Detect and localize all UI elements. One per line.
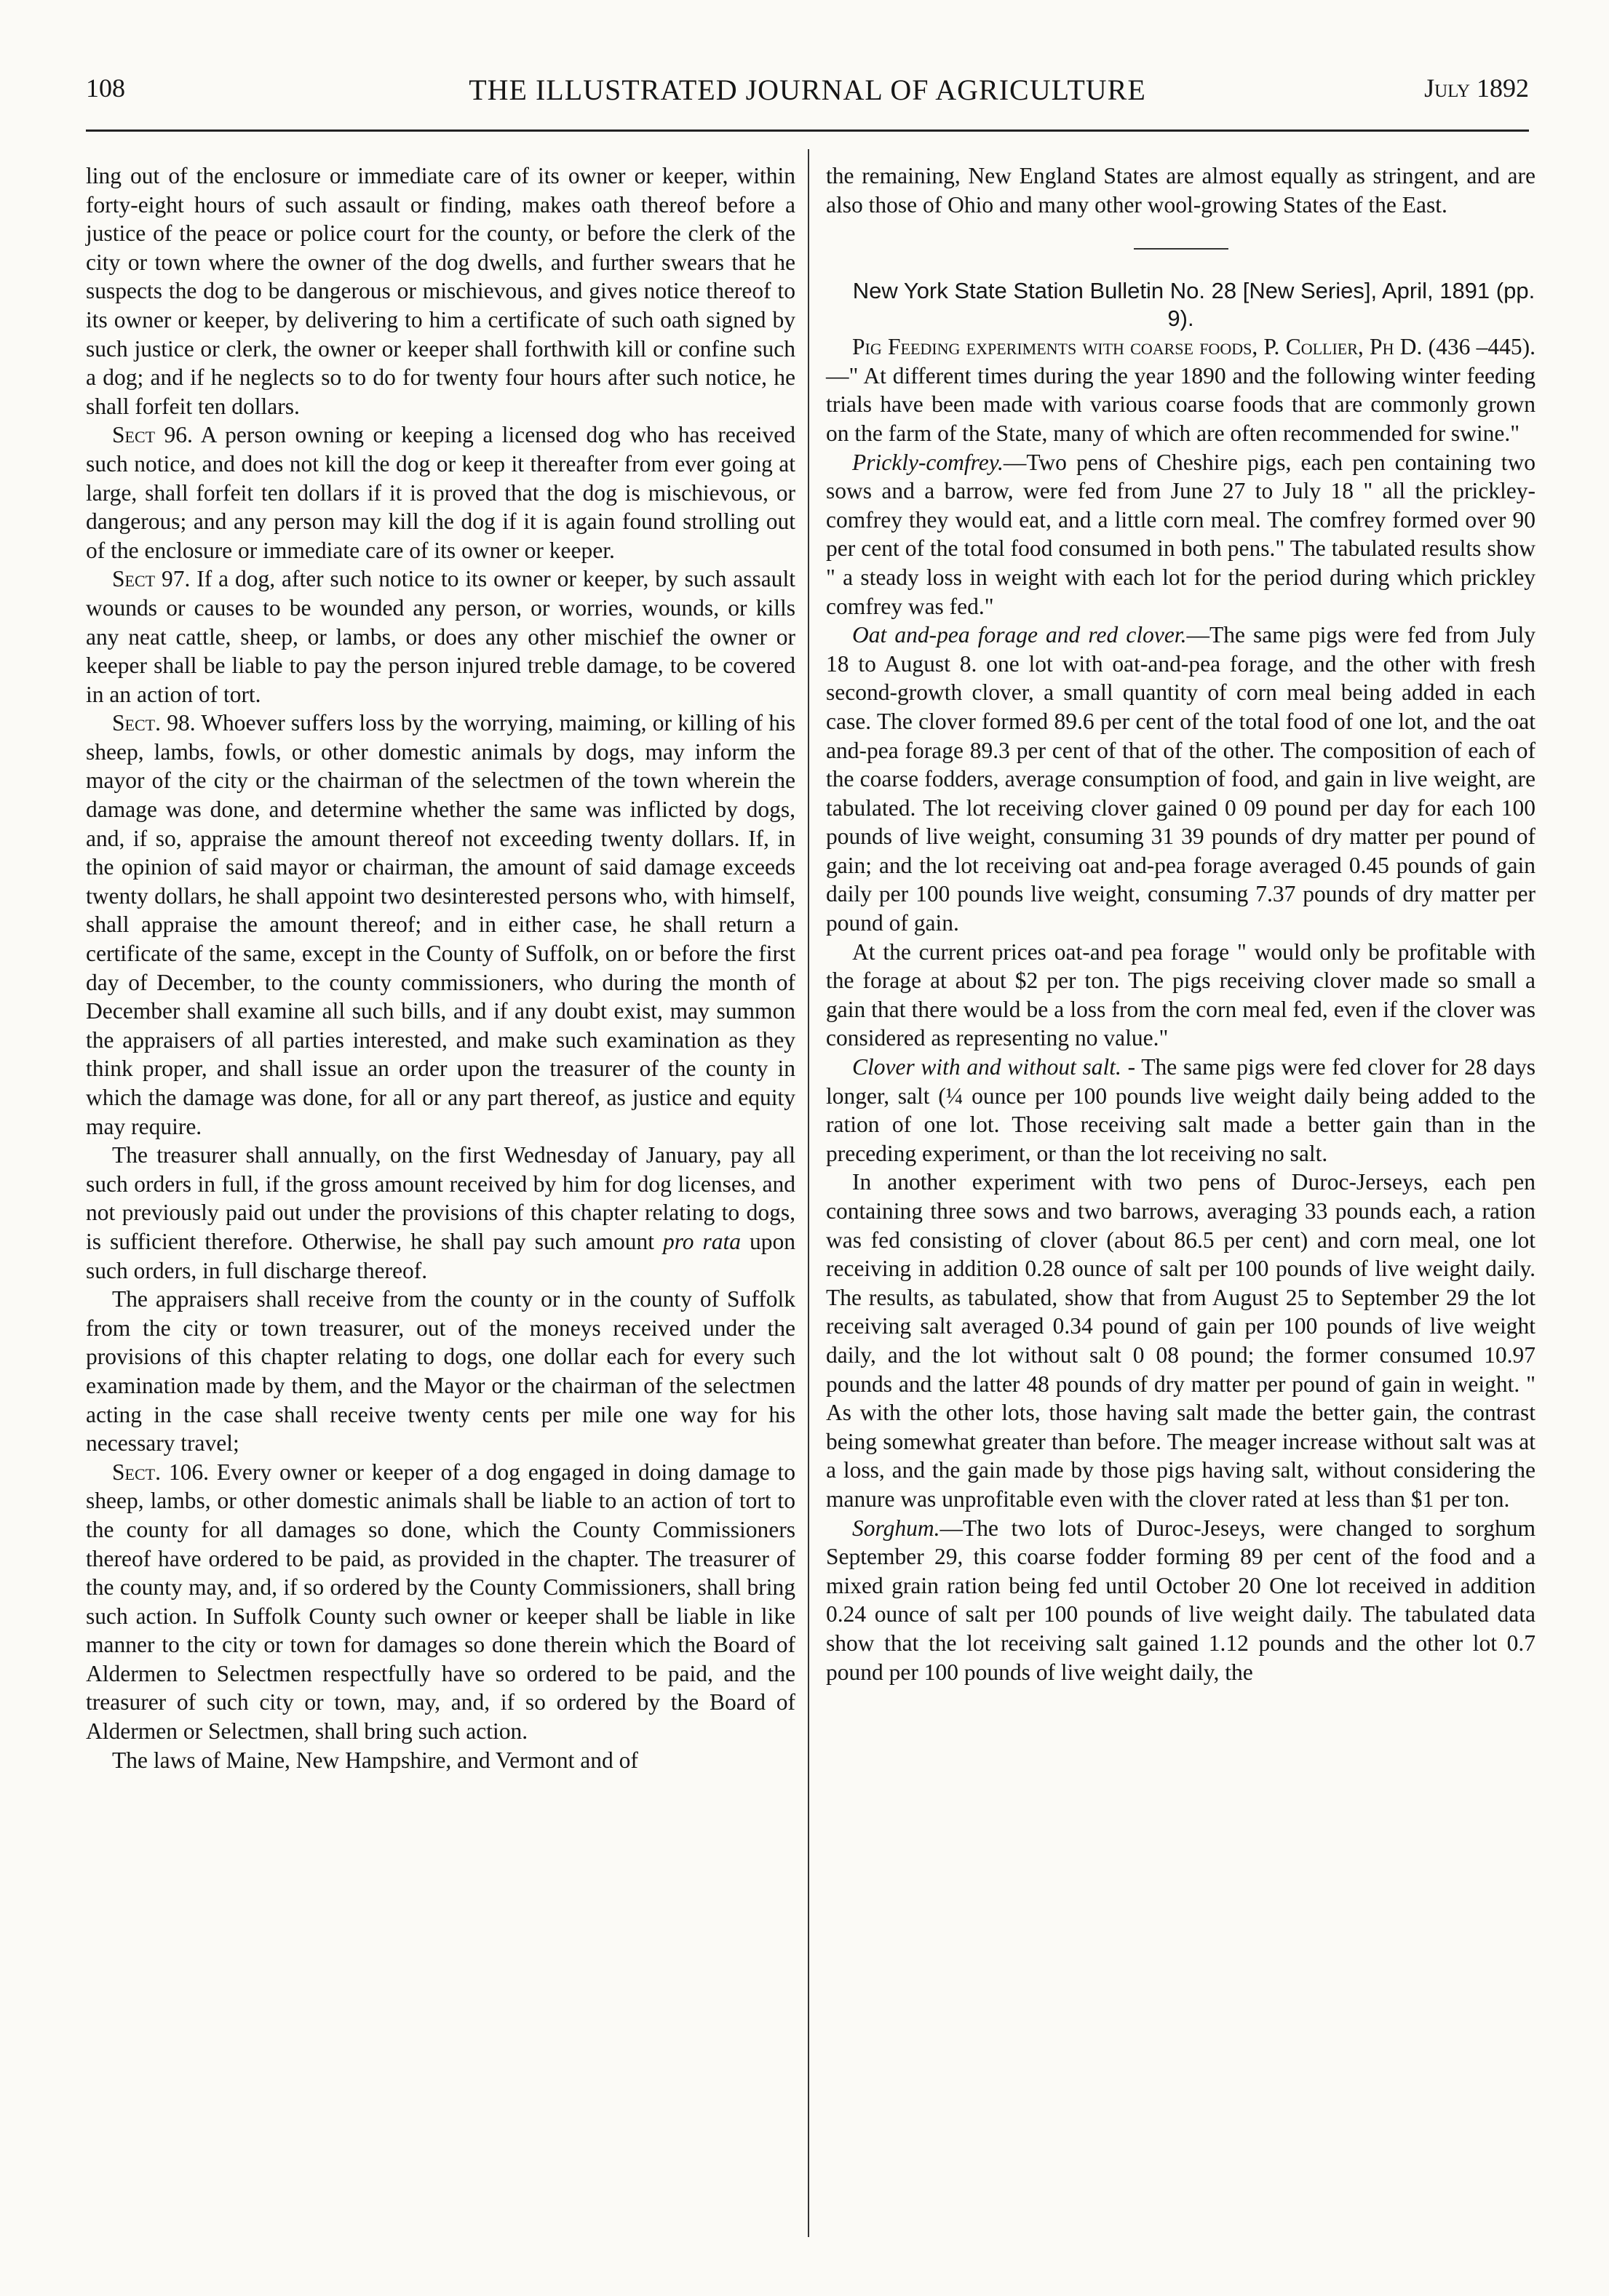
header-rule — [86, 129, 1529, 132]
pig-feeding-paragraph — [826, 332, 1535, 447]
duroc-jersey-paragraph: In another experiment with two pens of Duroc-Jerseys, each pen containing three sows and two barrows, averaging 33 pounds each, a ration was fed consisting of clover (about 86.5 per cent) and corn meal, one lot receiving in addition 0.28 ounce of salt per 100 pounds of live weight daily. The results, as tabulated, show that from August 25 to September 29 the lot receiving salt averaged 0.34 pound of gain per 100 pounds of live weight daily, and the lot without salt 0 08 pound; the former consumed 10.97 pounds and the latter 48 pounds of dry matter per pound of gain in weight. " As with the other lots, those having salt made the better gain, the contrast being somewhat greater than before. The meager increase without salt was at a loss, and the gain made by those pigs having salt, without considering the manure was unprofitable even with the clover rated at less than $1 per ton. — [826, 1169, 1535, 1512]
oat-pea-paragraph — [826, 621, 1535, 938]
issue-date: July 1892 — [1424, 73, 1529, 103]
sorghum-paragraph — [826, 1514, 1535, 1687]
section-97-label: Sect 97. — [112, 566, 191, 592]
oat-pea-title: Oat and-pea forage and red clover. — [852, 622, 1187, 648]
page-number: 108 — [86, 73, 125, 103]
section-96-text: A person owning or keeping a licensed dog who has received such notice, and does not kill the dog or keep it thereafter from ever going at large, shall forfeit ten dollars if it is proved that the dog is mischievous, or dangerous; and any person may kill the dog if it is again found strolling out of the enclosure or immediate care of its owner or keeper. — [86, 422, 795, 563]
section-106-label: Sect. 106. — [112, 1459, 209, 1485]
clover-salt-title: Clover with and without salt. — [852, 1054, 1121, 1080]
bulletin-heading: New York State Station Bulletin No. 28 [New Series], April, 1891 (pp. 9). — [852, 278, 1535, 332]
section-97-text: If a dog, after such notice to its owner or keeper, by such assault wounds or causes to be wounded any person, or worries, wounds, or kills any neat cattle, sheep, or lambs, or does any other mischief the owner or keeper shall be liable to pay the person injured treble damage, to be covered in an action of tort. — [86, 566, 795, 707]
sorghum-title: Sorghum. — [852, 1515, 940, 1541]
column-divider — [808, 149, 809, 2237]
treasurer-text-b: upon such orders, in full discharge thereof. — [86, 1228, 796, 1283]
section-98-text: Whoever suffers loss by the worrying, maiming, or killing of his sheep, lambs, fowls, or other domestic animals by dogs, may inform the mayor of the city or the chairman of the selectmen of the town wherein the damage was done, and determine whether the same was inflicted by dogs, and, if so, appraise the amount thereof not exceeding twenty dollars. If, in the opinion of said mayor or chairman, the amount of said damage exceeds twenty dollars, he shall appoint two desinterested persons who, with himself, shall appraise the amount thereof; and in either case, he shall return a certificate of the same, except in the County of Suffolk, on or before the first day of December, to the county commissioners, who during the month of December shall examine all such bills, and if any doubt exist, may summon the appraisers of all parties interested, and make such examination as they think proper, and shall issue an order upon the treasurer of the county in which the damage was done, for all or any part thereof, as justice and equity may require. — [86, 710, 795, 1139]
paragraph-continued: ling out of the enclosure or immediate care of its owner or keeper, within forty-eight hours of such assault or finding, makes oath thereof before a justice of the peace or police court for the county, or before the clerk of the city or town where the owner of the dog dwells, and further swears that he suspects the dog to be dangerous or mischievous, and gives notice thereof to its owner or keeper, by delivering to him a certificate of such oath signed by such justice or clerk, the owner or keeper shall forthwith kill or confine such a dog; and if he neglects so to do for twenty four hours after such notice, he shall forfeit ten dollars. — [86, 163, 795, 419]
section-97 — [86, 565, 795, 709]
section-96 — [86, 420, 795, 565]
comfrey-title: Prickly-comfrey. — [852, 449, 1004, 475]
comfrey-paragraph — [826, 448, 1535, 621]
current-prices-paragraph: At the current prices oat-and pea forage " would only be profitable with the forage at about $2 per ton. The pigs receiving clover made so small a gain that there would be a loss from the corn meal fed, even if the clover was considered as representing no value." — [826, 938, 1535, 1051]
sorghum-text: —The two lots of Duroc-Jeseys, were changed to sorghum September 29, this coarse fodder forming 89 per cent of the food and a mixed grain ration being fed until October 20 One lot received in addition 0.24 ounce of salt per 100 pounds of live weight daily. The tabulated data show that the lot receiving salt gained 1.12 pounds and the other lot 0.7 pound per 100 pounds of live weight daily, the — [826, 1515, 1535, 1685]
comfrey-text: —Two pens of Cheshire pigs, each pen containing two sows and a barrow, were fed from June 27 to July 18 " all the prickley-comfrey they would eat, and a little corn meal. The comfrey formed over 90 per cent of the total food consumed in both pens." The tabulated results show " a steady loss in weight with each lot for the period during which prickley comfrey was fed." — [826, 449, 1535, 619]
section-96-label: Sect 96. — [112, 422, 193, 448]
section-98 — [86, 709, 795, 1141]
page-header — [86, 73, 1529, 116]
section-106 — [86, 1458, 795, 1746]
clover-salt-paragraph — [826, 1053, 1535, 1168]
left-column — [86, 162, 795, 1774]
clover-salt-text: - The same pigs were fed clover for 28 days longer, salt (¼ ounce per 100 pounds live weight daily being added to the ration of one lot. Those receiving salt made a better gain than in the preceding experiment, or than the lot receiving no salt. — [826, 1054, 1535, 1166]
pig-feeding-title: Pig Feeding experiments with coarse foods, P. Collier, Ph D. (436 –445). — [852, 334, 1535, 360]
section-106-text: Every owner or keeper of a dog engaged in doing damage to sheep, lambs, or other domestic animals shall be liable to an action of tort to the county for all damages so done, which the County Commissioners thereof have ordered to be paid, as provided in the chapter. The treasurer of the county may, and, if so ordered by the County Commissioners, shall bring such action. In Suffolk County such owner or keeper shall be liable in like manner to the city or town for damages so done therein which the Board of Aldermen to Selectmen respectfully have so ordered to be paid, and the treasurer of such city or town, may, and, if so ordered by the Board of Aldermen or Selectmen, shall bring such action. — [86, 1459, 795, 1745]
oat-pea-text: —The same pigs were fed from July 18 to August 8. one lot with oat-and-pea forage, and the other with fresh second-growth clover, a small quantity of corn meal being added in each case. The clover formed 89.6 per cent of the total food of one lot, and the oat and-pea forage 89.3 per cent of that of the other. The composition of each of the coarse fodders, average consumption of food, and gain in live weight, are tabulated. The lot receiving clover gained 0 09 pound per day for each 100 pounds of live weight, consuming 31 39 pounds of dry matter per pound of gain; and the lot receiving oat and-pea forage averaged 0.45 pounds of gain daily per 100 pounds live weight, consuming 7.37 pounds of dry matter per pound of gain. — [826, 622, 1536, 936]
section-98-label: Sect. 98. — [112, 710, 196, 736]
pig-feeding-text: —" At different times during the year 1890 and the following winter feeding trials have been made with various coarse foods that are commonly grown on the farm of the State, many of which are often recommended for swine." — [826, 362, 1535, 446]
section-separator — [1134, 248, 1228, 250]
pro-rata-term: pro rata — [662, 1228, 742, 1254]
paragraph-continued-right: the remaining, New England States are almost equally as stringent, and are also those of Ohio and many other wool-growing States of the East. — [826, 163, 1535, 218]
treasurer-text-a: The treasurer shall annually, on the first Wednesday of January, pay all such orders in full, if the gross amount received by him for dog licenses, and not previously paid out under the provisions of this chapter relating to dogs, is sufficient therefore. Otherwise, he shall pay such amount — [86, 1142, 795, 1254]
treasurer-paragraph — [86, 1141, 795, 1285]
laws-paragraph: The laws of Maine, New Hampshire, and Vermont and of — [112, 1747, 638, 1773]
right-column — [826, 162, 1535, 1686]
journal-title: THE ILLUSTRATED JOURNAL OF AGRICULTURE — [469, 73, 1146, 106]
appraisers-paragraph: The appraisers shall receive from the county or in the county of Suffolk from the city or town treasurer, out of the moneys received under the provisions of this chapter relating to dogs, one dollar each for every such examination made by them, and the Mayor or the chairman of the selectmen acting in the case shall receive twenty cents per mile one way for his necessary travel; — [86, 1286, 795, 1456]
